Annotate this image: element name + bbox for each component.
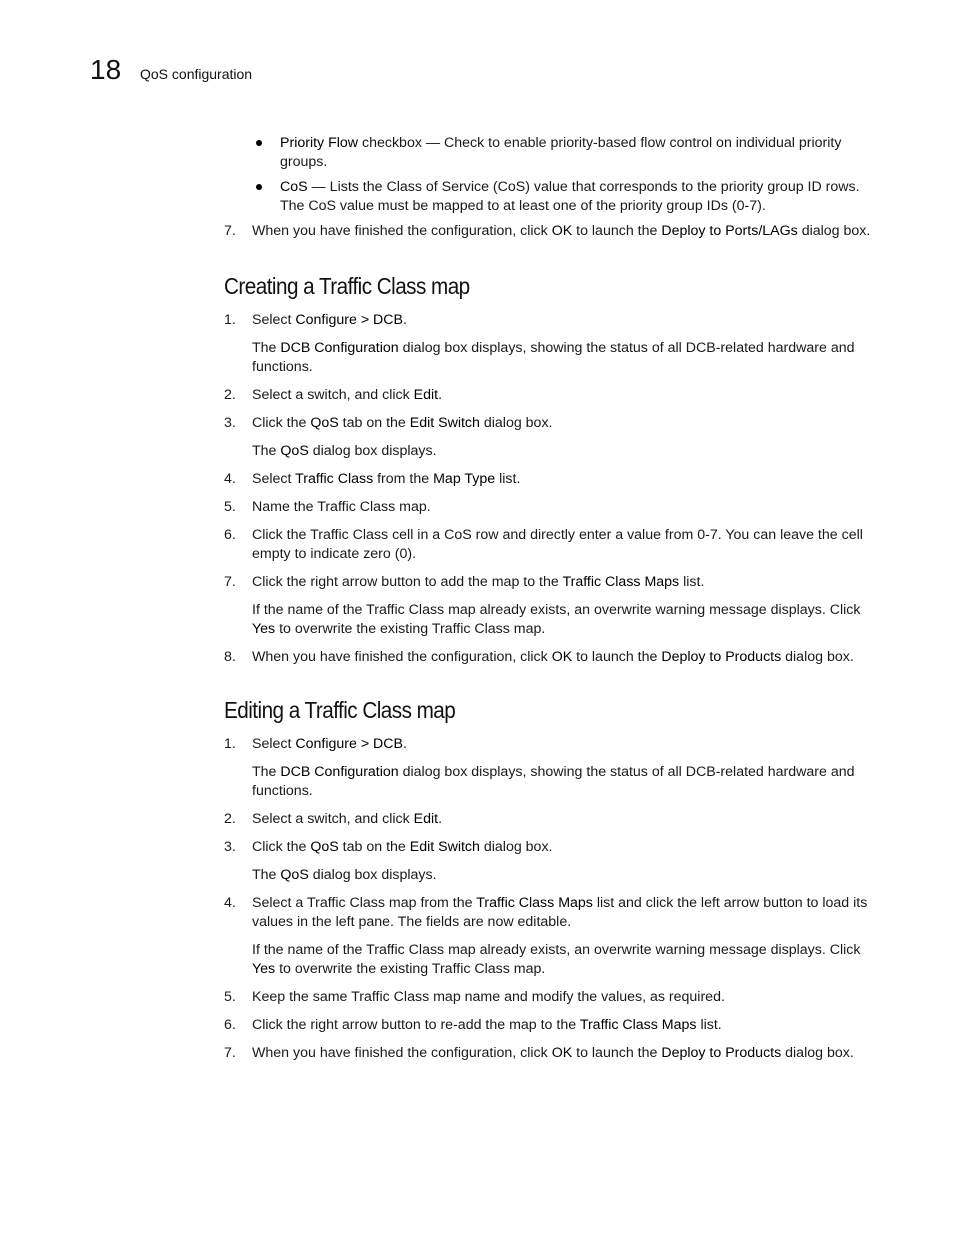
list-item: Priority Flow checkbox — Check to enable priority-based flow control on individual priority groups. [280,134,874,172]
step-7: 7. Click the right arrow button to add the map to the Traffic Class Maps list. [224,574,705,590]
step-note: The QoS dialog box displays. [252,443,437,459]
step-8: 8. When you have finished the configuration, click OK to launch the Deploy to Products dialog box. [224,649,854,665]
step-5: 5. Keep the same Traffic Class map name and modify the values, as required. [224,989,725,1005]
step-note: The QoS dialog box displays. [252,867,437,883]
section-heading-creating: Creating a Traffic Class map [224,273,470,299]
step-4: 4. Select a Traffic Class map from the Traffic Class Maps list and click the left arrow button to load its values in the left pane. The fields are now editable. [224,895,868,930]
step-note: If the name of the Traffic Class map already exists, an overwrite warning message displays. Click Yes to overwrite the existing Traffic Class map. [252,602,861,637]
step-2: 2. Select a switch, and click Edit. [224,387,443,403]
chapter-number: 18 [90,54,122,85]
step-note: The DCB Configuration dialog box displays, showing the status of all DCB-related hardware and functions. [252,764,855,799]
step-6: 6. Click the right arrow button to re-add the map to the Traffic Class Maps list. [224,1017,722,1033]
list-item: CoS — Lists the Class of Service (CoS) value that corresponds to the priority group ID rows. The CoS value must be mapped to at least one of the priority group IDs (0-7). [280,178,874,216]
step-note: The DCB Configuration dialog box displays, showing the status of all DCB-related hardware and functions. [252,340,855,375]
step-4: 4. Select Traffic Class from the Map Type list. [224,471,521,487]
step-7: 7. When you have finished the configuration, click OK to launch the Deploy to Ports/LAGs dialog box. [224,223,871,239]
chapter-title: QoS configuration [140,66,253,82]
step-3: 3. Click the QoS tab on the Edit Switch dialog box. [224,839,553,855]
step-3: 3. Click the QoS tab on the Edit Switch dialog box. [224,415,553,431]
step-1: 1. Select Configure > DCB. [224,736,407,752]
step-5: 5. Name the Traffic Class map. [224,499,431,515]
page-content [224,134,874,1072]
step-7: 7. When you have finished the configuration, click OK to launch the Deploy to Products dialog box. [224,1045,854,1061]
step-2: 2. Select a switch, and click Edit. [224,811,443,827]
step-note: If the name of the Traffic Class map already exists, an overwrite warning message displays. Click Yes to overwrite the existing Traffic Class map. [252,942,861,977]
section-heading-editing: Editing a Traffic Class map [224,697,456,723]
step-6: 6. Click the Traffic Class cell in a CoS row and directly enter a value from 0-7. You can leave the cell empty to indicate zero (0). [224,527,863,562]
step-1: 1. Select Configure > DCB. [224,312,407,328]
field-bullet-list [224,134,874,216]
